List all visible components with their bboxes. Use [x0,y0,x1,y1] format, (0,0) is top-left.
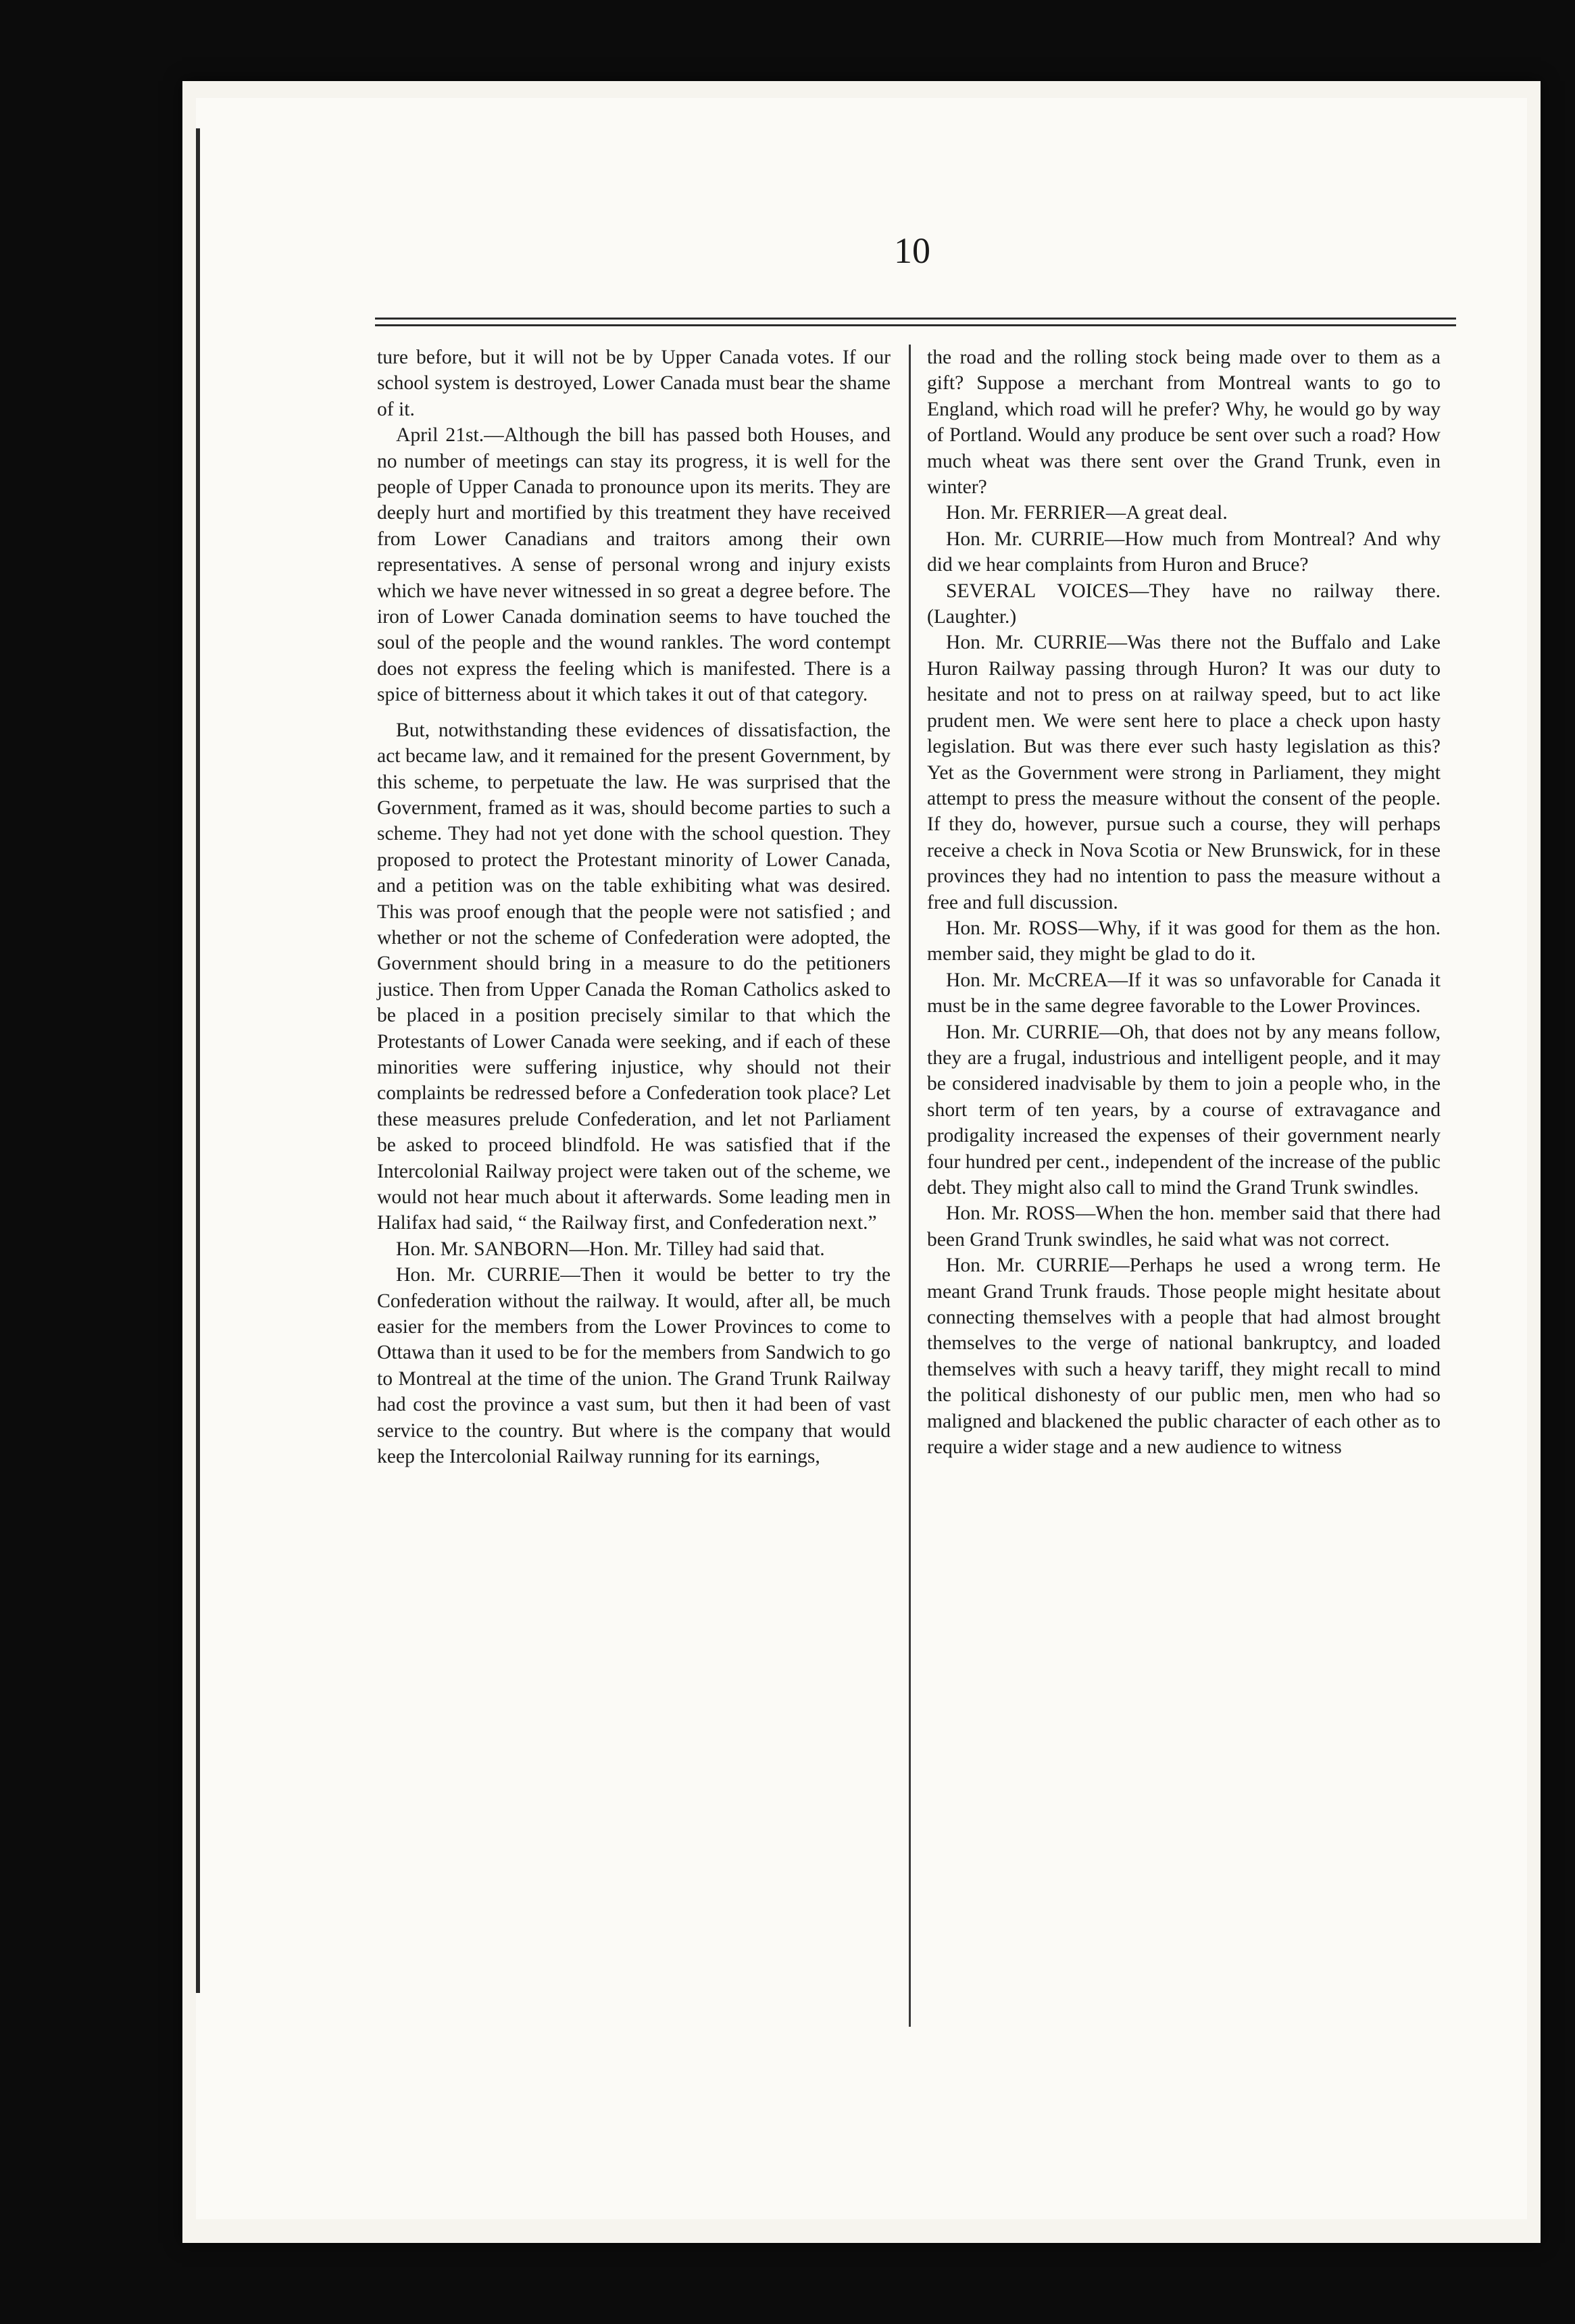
speaker-paragraph: Hon. Mr. SANBORN—Hon. Mr. Tilley had said that. [396,1238,825,1260]
page-spine-shadow [196,128,200,1993]
speaker-paragraph: Hon. Mr. ROSS—Why, if it was good for them as the hon. member said, they might be glad to do it. [927,917,1441,965]
header-rule [375,324,1456,326]
header-rule [375,318,1456,320]
speaker-paragraph: Hon. Mr. CURRIE—Was there not the Buffalo and Lake Huron Railway passing through Huron? It was our duty to hesitate and not to press on at railway speed, but to act like prudent men. We were sent here to place a check upon hasty legislation. But was there ever such hasty legislation as this? Yet as the Government were strong in Parliament, they might attempt to press the measure without the consent of the people. If they do, however, pursue such a course, they will perhaps receive a check in Nova Scotia or New Brunswick, for in these provinces they had no intention to pass the measure without a free and full discussion. [927,632,1441,913]
speaker-paragraph: Hon. Mr. McCREA—If it was so unfavorable for Canada it must be in the same degree favorable to the Lower Provinces. [927,969,1441,1017]
speaker-paragraph: Hon. Mr. CURRIE—Oh, that does not by any means follow, they are a frugal, industrious and intelligent people, and it may be considered inadvisable by them to join a people who, in the short term of ten years, by a course of extravagance and prodigality increased the expenses of their government nearly four hundred per cent., independent of the increase of the public debt. They might also call to mind the Grand Trunk swindles. [927,1021,1441,1198]
speaker-paragraph: Hon. Mr. CURRIE—How much from Montreal? And why did we hear complaints from Huron and Bruce? [927,528,1441,576]
paragraph: April 21st.—Although the bill has passed both Houses, and no number of meetings can stay its progress, it is well for the people of Upper Canada to pronounce upon its merits. They are deeply hurt and mortified by this treatment they have received from Lower Canadians and traitors among their own representatives. A sense of personal wrong and injury exists which we have never witnessed in so great a degree before. The iron of Lower Canada domination seems to have touched the soul of the people and the wound rankles. The word contempt does not express the feeling which is manifested. There is a spice of bitterness about it which takes it out of that category. [377,424,891,706]
speaker-paragraph: Hon. Mr. CURRIE—Then it would be better to try the Confederation without the railway. It would, after all, be much easier for the members from the Lower Provinces to come to Ottawa than it used to be for the members from Sandwich to go to Montreal at the time of the union. The Grand Trunk Railway had cost the province a vast sum, but then it had been of vast service to the country. But where is the company that would keep the Intercolonial Railway running for its earnings, [377,1264,891,1468]
speaker-paragraph: Hon. Mr. ROSS—When the hon. member said that there had been Grand Trunk swindles, he said what was not correct. [927,1203,1441,1251]
paragraph: ture before, but it will not be by Upper Canada votes. If our school system is destroyed, Lower Canada must bear the shame of it. [377,347,891,420]
right-column [927,345,1441,1460]
speaker-paragraph: Hon. Mr. FERRIER—A great deal. [946,502,1228,524]
paragraph: the road and the rolling stock being made over to them as a gift? Suppose a merchant from Montreal wants to go to England, which road will he prefer? Why, he would go by way of Portland. Would any produce be sent over such a road? How much wheat was there sent over the Grand Trunk, even in winter? [927,347,1441,499]
left-column [377,345,891,1469]
speaker-paragraph: SEVERAL VOICES—They have no railway there. (Laughter.) [927,580,1441,628]
column-divider [909,345,911,2027]
paragraph: But, notwithstanding these evidences of dissatisfaction, the act became law, and it remained for the present Government, by this scheme, to perpetuate the law. He was surprised that the Government, framed as it was, should become parties to such a scheme. They had not yet done with the school question. They proposed to protect the Protestant minority of Lower Canada, and a petition was on the table exhibiting what was desired. This was proof enough that the people were not satisfied ; and whether or not the scheme of Confederation were adopted, the Government should bring in a measure to do the petitioners justice. Then from Upper Canada the Roman Catholics asked to be placed in a position precisely similar to that which the Protestants of Lower Canada were seeking, and if each of these minorities were suffering injustice, why should not their complaints be redressed before a Confederation took place? Let these measures prelude Confederation, and let not Parliament be asked to proceed blindfold. He was satisfied that if the Intercolonial Railway project were taken out of the scheme, we would not hear much about it afterwards. Some leading men in Halifax had said, “ the Railway first, and Confederation next.” [377,719,891,1234]
speaker-paragraph: Hon. Mr. CURRIE—Perhaps he used a wrong term. He meant Grand Trunk frauds. Those people might hesitate about connecting themselves with a people that had almost brought themselves to the verge of national bankruptcy, and loaded themselves with such a heavy tariff, they might recall to mind the political dishonesty of our public men, men who had so maligned and blackened the public character of each other as to require a wider stage and a new audience to witness [927,1255,1441,1459]
page-number: 10 [894,230,930,271]
